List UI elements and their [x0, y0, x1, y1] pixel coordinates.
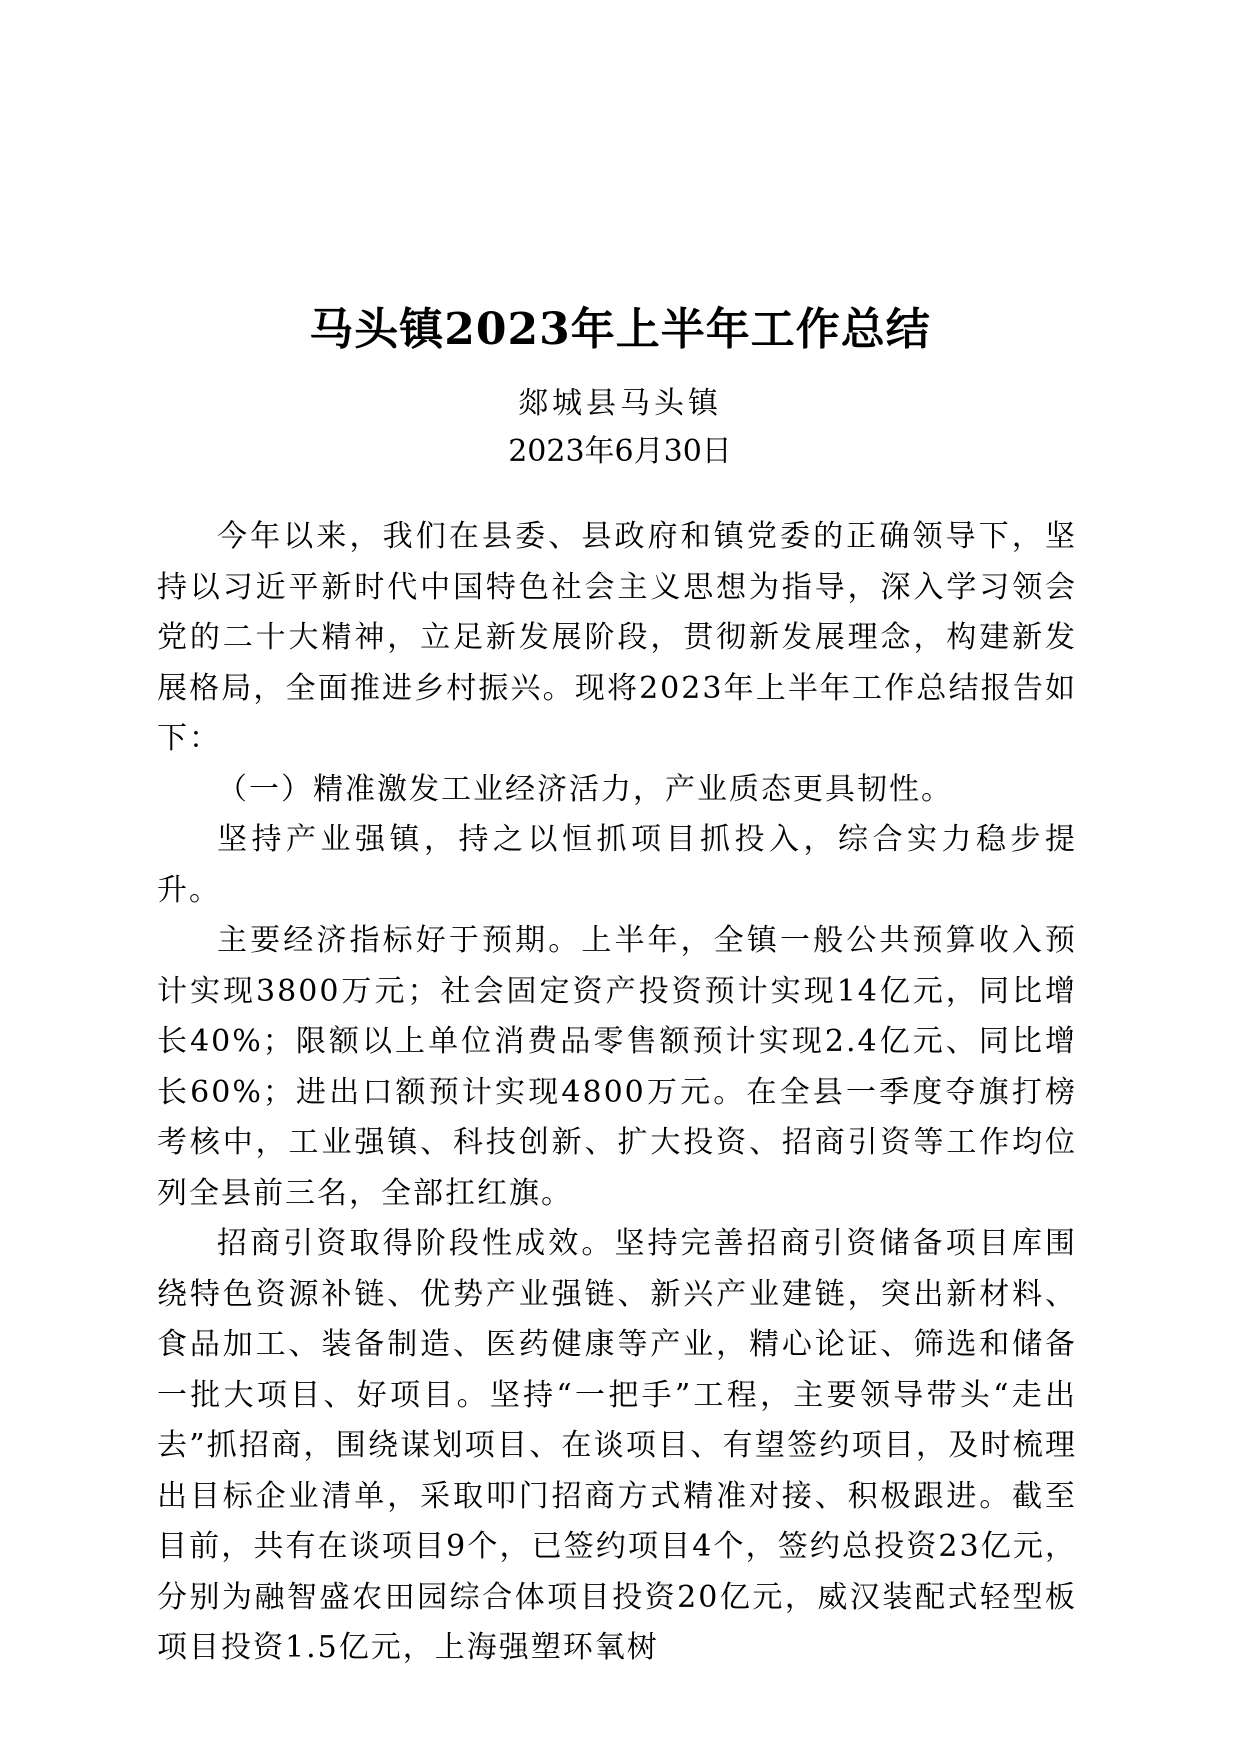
document-author: 郯城县马头镇	[518, 386, 722, 421]
paragraph-investment-promotion: 招商引资取得阶段性成效。坚持完善招商引资储备项目库围绕特色资源补链、优势产业强链、新兴产业建链，突出新材料、食品加工、装备制造、医药健康等产业，精心论证、筛选和储备一批大项目、好项目。坚持“一把手”工程，主要领导带头“走出去”抓招商，围绕谋划项目、在谈项目、有望签约项目，及时梳理出目标企业清单，采取叩门招商方式精准对接、积极跟进。截至目前，共有在谈项目9个，已签约项目4个，签约总投资23亿元，分别为融智盛农田园综合体项目投资20亿元，威汉装配式轻型板项目投资1.5亿元，上海强塑环氧树	[157, 1226, 1077, 1665]
document-body	[157, 512, 1077, 1674]
paragraph-economic-indicators: 主要经济指标好于预期。上半年，全镇一般公共预算收入预计实现3800万元；社会固定资产投资预计实现14亿元，同比增长40%；限额以上单位消费品零售额预计实现2.4亿元、同比增长60%；进出口额预计实现4800万元。在全县一季度夺旗打榜考核中，工业强镇、科技创新、扩大投资、招商引资等工作均位列全县前三名，全部扛红旗。	[157, 923, 1077, 1211]
paragraph-intro: 今年以来，我们在县委、县政府和镇党委的正确领导下，坚持以习近平新时代中国特色社会主义思想为指导，深入学习领会党的二十大精神，立足新发展阶段，贯彻新发展理念，构建新发展格局，全面推进乡村振兴。现将2023年上半年工作总结报告如下：	[157, 519, 1077, 756]
document-date: 2023年6月30日	[508, 434, 732, 469]
document-title: 马头镇2023年上半年工作总结	[309, 304, 931, 355]
paragraph-section-heading: （一）精准激发工业经济活力，产业质态更具韧性。	[217, 771, 953, 807]
paragraph-industry: 坚持产业强镇，持之以恒抓项目抓投入，综合实力稳步提升。	[157, 822, 1077, 908]
